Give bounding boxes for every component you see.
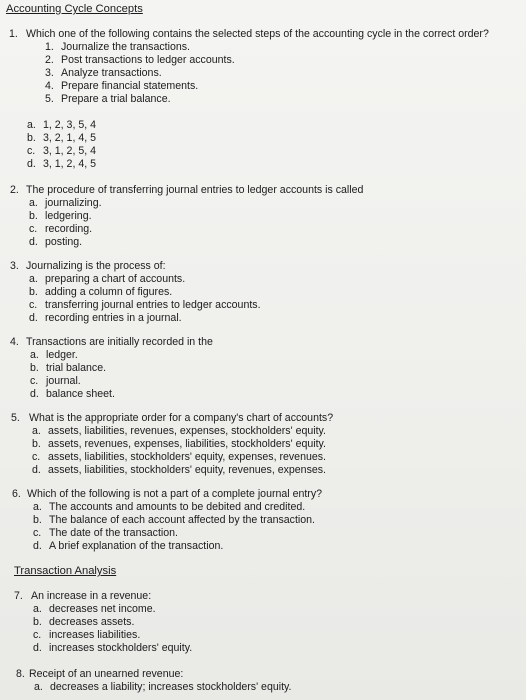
question-text: Receipt of an unearned revenue: (29, 668, 184, 680)
option-letter: d. (32, 464, 41, 476)
option-letter: b. (27, 132, 36, 144)
question-text: An increase in a revenue: (31, 590, 152, 602)
option-text: A brief explanation of the transaction. (49, 540, 224, 552)
document-title: Accounting Cycle Concepts (6, 3, 143, 15)
option-text: The balance of each account affected by the transaction. (49, 514, 316, 526)
option-text: ledgering. (45, 210, 92, 222)
option-text: assets, liabilities, revenues, expenses, stockholders' equity. (48, 425, 326, 437)
option-text: assets, revenues, expenses, liabilities, stockholders' equity. (48, 438, 326, 450)
option-text: increases stockholders' equity. (49, 642, 193, 654)
step-text: Prepare financial statements. (61, 80, 199, 92)
option-text: transferring journal entries to ledger accounts. (45, 299, 261, 311)
step-number: 3. (45, 67, 54, 79)
option-text: assets, liabilities, stockholders' equity, revenues, expenses. (48, 464, 326, 476)
option-letter: b. (32, 438, 41, 450)
step-number: 2. (45, 54, 54, 66)
option-letter: c. (29, 299, 38, 311)
option-text: The date of the transaction. (49, 527, 178, 539)
option-text: journalizing. (45, 197, 102, 209)
option-letter: a. (34, 681, 43, 693)
option-letter: a. (33, 603, 42, 615)
option-letter: d. (29, 312, 38, 324)
option-text: 3, 2, 1, 4, 5 (43, 132, 97, 144)
question-text: Which of the following is not a part of a complete journal entry? (27, 488, 323, 500)
section-title: Transaction Analysis (14, 565, 117, 577)
option-letter: c. (32, 451, 41, 463)
option-letter: b. (33, 514, 42, 526)
option-letter: d. (33, 540, 42, 552)
option-text: recording entries in a journal. (45, 312, 182, 324)
question-number: 8. (16, 668, 25, 680)
option-text: 1, 2, 3, 5, 4 (43, 119, 97, 131)
option-text: 3, 1, 2, 4, 5 (43, 158, 97, 170)
option-letter: c. (33, 629, 42, 641)
option-text: increases liabilities. (49, 629, 141, 641)
option-letter: a. (30, 349, 39, 361)
step-number: 5. (45, 93, 54, 105)
option-letter: d. (29, 236, 38, 248)
option-letter: a. (29, 273, 38, 285)
question-number: 4. (10, 336, 19, 348)
step-number: 1. (45, 41, 54, 53)
option-text: decreases assets. (49, 616, 135, 628)
option-letter: b. (29, 286, 38, 298)
option-letter: c. (29, 223, 38, 235)
option-letter: c. (27, 145, 36, 157)
option-letter: a. (29, 197, 38, 209)
option-text: 3, 1, 2, 5, 4 (43, 145, 97, 157)
question-number: 6. (12, 488, 21, 500)
question-number: 7. (14, 590, 23, 602)
option-letter: a. (33, 501, 42, 513)
option-letter: b. (29, 210, 38, 222)
option-letter: d. (33, 642, 42, 654)
option-letter: c. (33, 527, 42, 539)
option-text: ledger. (46, 349, 78, 361)
step-text: Post transactions to ledger accounts. (61, 54, 235, 66)
option-letter: d. (27, 158, 36, 170)
option-letter: a. (32, 425, 41, 437)
question-number: 5. (11, 412, 20, 424)
option-letter: a. (27, 119, 36, 131)
option-text: recording. (45, 223, 93, 235)
question-number: 3. (10, 260, 19, 272)
question-text: Transactions are initially recorded in the (26, 336, 213, 348)
option-text: assets, liabilities, stockholders' equity, expenses, revenues. (48, 451, 326, 463)
question-number: 1. (9, 28, 18, 40)
step-number: 4. (45, 80, 54, 92)
question-number: 2. (10, 184, 19, 196)
option-text: trial balance. (46, 362, 107, 374)
option-letter: b. (33, 616, 42, 628)
option-letter: c. (30, 375, 39, 387)
option-text: adding a column of figures. (45, 286, 173, 298)
option-letter: d. (30, 388, 39, 400)
question-text: Which one of the following contains the selected steps of the accounting cycle in the correct order? (26, 28, 489, 40)
option-text: journal. (46, 375, 81, 387)
step-text: Analyze transactions. (61, 67, 162, 79)
step-text: Prepare a trial balance. (61, 93, 171, 105)
question-text: Journalizing is the process of: (26, 260, 166, 272)
option-text: decreases net income. (49, 603, 156, 615)
option-text: balance sheet. (46, 388, 115, 400)
question-text: What is the appropriate order for a company's chart of accounts? (29, 412, 334, 424)
option-letter: b. (30, 362, 39, 374)
option-text: posting. (45, 236, 83, 248)
option-text: The accounts and amounts to be debited and credited. (49, 501, 306, 513)
question-text: The procedure of transferring journal entries to ledger accounts is called (26, 184, 364, 196)
option-text: decreases a liability; increases stockholders' equity. (50, 681, 292, 693)
step-text: Journalize the transactions. (61, 41, 190, 53)
option-text: preparing a chart of accounts. (45, 273, 186, 285)
